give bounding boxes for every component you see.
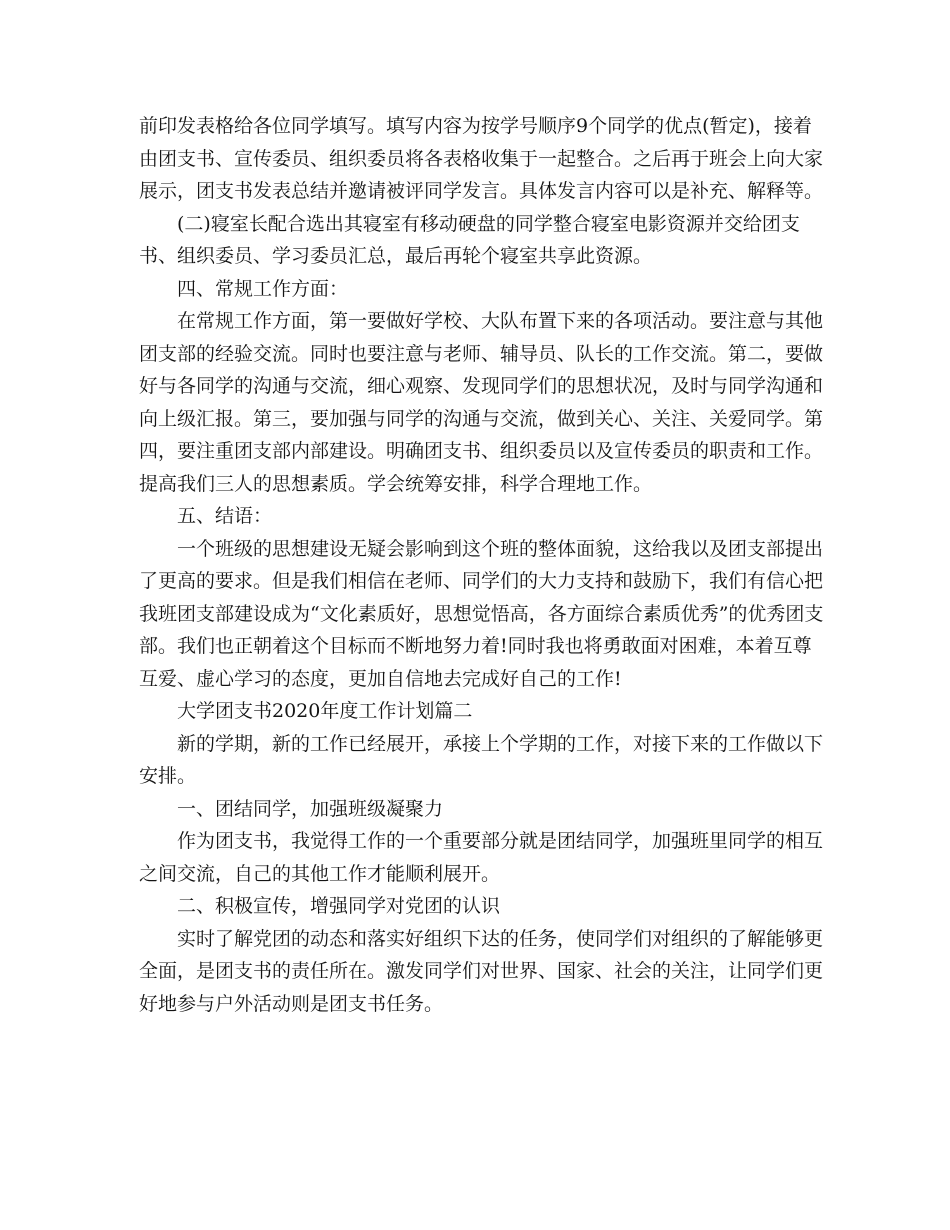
section-heading: 二、积极宣传，增强同学对党团的认识 [177, 895, 501, 917]
paragraph: 新的学期，新的工作已经展开，承接上个学期的工作，对接下来的工作做以下安排。 [139, 732, 824, 787]
paragraph: 一个班级的思想建设无疑会影响到这个班的整体面貌，这给我以及团支部提出了更高的要求。但是我们相信在老师、同学们的大力支持和鼓励下，我们有信心把我班团支部建设成为“文化素质好，思想觉悟高，各方面综合素质优秀”的优秀团支部。我们也正朝着这个目标而不断地努力着!同时我也将勇敢面对困难，本着互尊互爱、虚心学习的态度，更加自信地去完成好自己的工作! [139, 537, 824, 690]
paragraph: 实时了解党团的动态和落实好组织下达的任务，使同学们对组织的了解能够更全面，是团支书的责任所在。激发同学们对世界、国家、社会的关注，让同学们更好地参与户外活动则是团支书任务。 [139, 927, 824, 1015]
document-body [139, 110, 829, 1020]
paragraph: 作为团支书，我觉得工作的一个重要部分就是团结同学，加强班里同学的相互之间交流，自己的其他工作才能顺利展开。 [139, 830, 824, 885]
section-heading: 四、常规工作方面： [177, 277, 349, 300]
paragraph: 前印发表格给各位同学填写。填写内容为按学号顺序9个同学的优点(暂定)，接着由团支书、宣传委员、组织委员将各表格收集于一起整合。之后再于班会上向大家展示，团支书发表总结并邀请被评同学发言。具体发言内容可以是补充、解释等。 [139, 115, 824, 202]
section-heading: 一、团结同学，加强班级凝聚力 [177, 797, 444, 820]
article-title: 大学团支书2020年度工作计划篇二 [177, 700, 473, 722]
paragraph: 在常规工作方面，第一要做好学校、大队布置下来的各项活动。要注意与其他团支部的经验交流。同时也要注意与老师、辅导员、队长的工作交流。第二，要做好与各同学的沟通与交流，细心观察、发现同学们的思想状况，及时与同学沟通和向上级汇报。第三，要加强与同学的沟通与交流，做到关心、关注、关爱同学。第四，要注重团支部内部建设。明确团支书、组织委员以及宣传委员的职责和工作。提高我们三人的思想素质。学会统筹安排，科学合理地工作。 [139, 310, 824, 495]
paragraph: (二)寝室长配合选出其寝室有移动硬盘的同学整合寝室电影资源并交给团支书、组织委员、学习委员汇总，最后再轮个寝室共享此资源。 [139, 212, 800, 267]
section-heading: 五、结语： [177, 505, 273, 527]
